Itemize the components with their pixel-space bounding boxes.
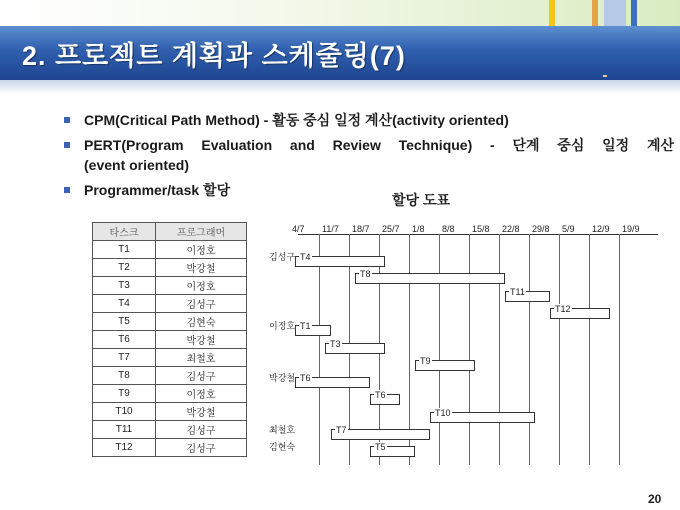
gantt-title: 할당 도표	[392, 192, 450, 208]
gantt-bar-label: T6	[375, 390, 386, 401]
gantt-date-label: 15/8	[472, 224, 490, 234]
gantt-date-label: 5/9	[562, 224, 575, 234]
table-cell-task: T9	[93, 385, 156, 403]
gantt-gridline	[589, 234, 590, 465]
table-row	[93, 277, 247, 295]
gantt-gridline	[439, 234, 440, 465]
table-cell-programmer: 박강철	[156, 403, 247, 421]
accent-block-yellow	[549, 0, 555, 26]
bullet-programmer-task: Programmer/task 할당	[62, 180, 674, 201]
slide-title: 2. 프로젝트 계획과 스케줄링(7)	[22, 41, 406, 71]
gantt-bar-label: T10	[435, 407, 451, 418]
gantt-date-label: 12/9	[592, 224, 610, 234]
table-cell-task: T3	[93, 277, 156, 295]
gantt-person-label: 김현숙	[269, 442, 296, 453]
table-row	[93, 313, 247, 331]
gantt-bar-label: T3	[330, 338, 341, 349]
table-header-programmer: 프로그래머	[156, 223, 247, 241]
bullet-pert-continuation: (event oriented)	[84, 157, 190, 173]
gantt-gridline	[469, 234, 470, 465]
title-dot	[603, 75, 607, 77]
gantt-bar-label: T11	[510, 286, 525, 297]
table-header-task: 타스크	[93, 223, 156, 241]
table-cell-programmer: 김성구	[156, 421, 247, 439]
table-row	[93, 385, 247, 403]
table-cell-programmer: 김성구	[156, 295, 247, 313]
gantt-date-label: 19/9	[622, 224, 640, 234]
gantt-person-label: 김성구	[269, 252, 296, 262]
gantt-person-label: 이정호	[269, 321, 296, 332]
gantt-chart	[265, 220, 660, 465]
table-cell-programmer: 김현숙	[156, 313, 247, 331]
table-row	[93, 403, 247, 421]
table-cell-task: T4	[93, 295, 156, 313]
table-row	[93, 349, 247, 367]
top-accent-bar	[0, 0, 680, 26]
gantt-date-label: 29/8	[532, 224, 550, 234]
gantt-date-label: 4/7	[292, 224, 305, 234]
gantt-person-label: 최철호	[269, 425, 296, 435]
table-cell-task: T2	[93, 259, 156, 277]
table-cell-task: T10	[93, 403, 156, 421]
gantt-date-label: 8/8	[442, 224, 455, 234]
table-cell-programmer: 최철호	[156, 349, 247, 367]
table-cell-task: T1	[93, 241, 156, 259]
table-header-row	[93, 223, 247, 241]
table-cell-task: T11	[93, 421, 156, 439]
gantt-bar	[355, 273, 505, 284]
gantt-gridline	[619, 234, 620, 465]
gantt-bar-label: T7	[336, 425, 347, 435]
gantt-bar-label: T9	[420, 355, 431, 366]
table-cell-task: T12	[93, 439, 156, 457]
table-cell-task: T5	[93, 313, 156, 331]
assignment-table	[92, 222, 247, 457]
table-row	[93, 241, 247, 259]
gantt-gridline	[559, 234, 560, 465]
table-cell-programmer: 이정호	[156, 385, 247, 403]
gantt-bar-label: T6	[300, 373, 311, 384]
table-row	[93, 295, 247, 313]
gantt-date-label: 22/8	[502, 224, 520, 234]
table-cell-programmer: 이정호	[156, 277, 247, 295]
gantt-header-line	[298, 234, 658, 235]
table-cell-programmer: 이정호	[156, 241, 247, 259]
accent-block-blue	[631, 0, 637, 26]
table-row	[93, 331, 247, 349]
table-body	[93, 241, 247, 457]
table-row	[93, 439, 247, 457]
gantt-bar-label: T1	[300, 321, 311, 332]
gantt-person-label: 박강철	[269, 373, 296, 384]
table-cell-programmer: 박강철	[156, 259, 247, 277]
bullet-cpm: CPM(Critical Path Method) - 활동 중심 일정 계산(activity oriented)	[62, 110, 674, 131]
table-row	[93, 367, 247, 385]
table-cell-programmer: 김성구	[156, 439, 247, 457]
gantt-date-label: 18/7	[352, 224, 370, 234]
table-cell-programmer: 박강철	[156, 331, 247, 349]
gantt-date-label: 25/7	[382, 224, 400, 234]
bullet-list	[62, 110, 674, 205]
table-cell-task: T7	[93, 349, 156, 367]
page-number: 20	[648, 492, 662, 506]
gantt-date-label: 11/7	[322, 224, 339, 234]
bullet-pert: PERT(Program Evaluation and Review Technique) - 단계 중심 일정 계산	[62, 135, 674, 156]
gantt-date-label: 1/8	[412, 224, 425, 234]
table-row	[93, 421, 247, 439]
gantt-gridline	[499, 234, 500, 465]
accent-block-orange	[592, 0, 598, 26]
gantt-bar-label: T5	[375, 442, 386, 453]
gantt-bar-label: T4	[300, 252, 311, 262]
accent-block-lightblue	[604, 0, 626, 26]
gantt-gridline	[319, 234, 320, 465]
gantt-bar-label: T12	[555, 303, 571, 314]
table-cell-task: T8	[93, 367, 156, 385]
title-shadow	[0, 80, 680, 94]
gantt-gridline	[529, 234, 530, 465]
gantt-bar-label: T8	[360, 269, 371, 280]
table-cell-programmer: 김성구	[156, 367, 247, 385]
table-row	[93, 259, 247, 277]
table-cell-task: T6	[93, 331, 156, 349]
